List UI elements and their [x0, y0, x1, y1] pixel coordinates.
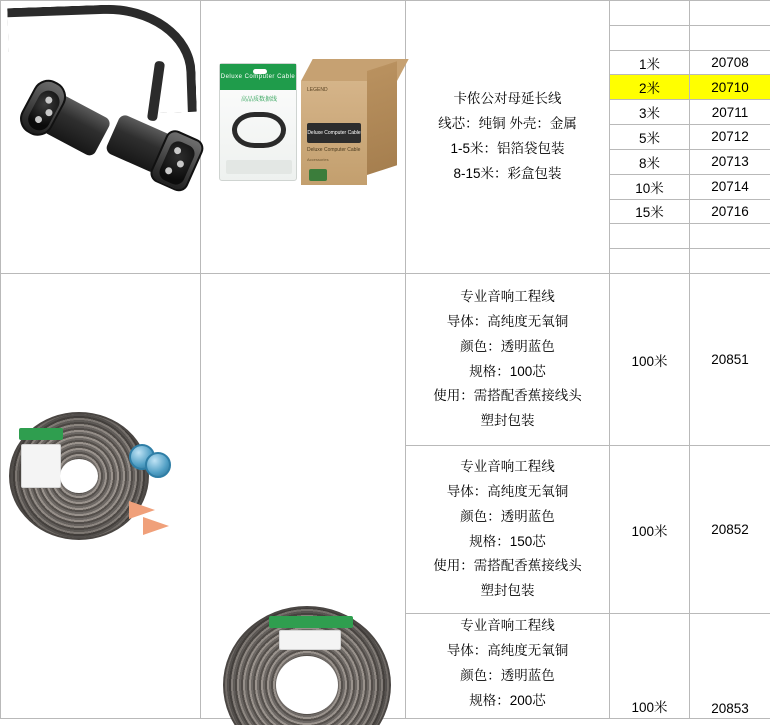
code-cell: 20852 — [690, 446, 770, 614]
carton-box-icon — [301, 59, 397, 185]
spec-line: 使用：需搭配香蕉接线头 — [433, 388, 582, 404]
product-spec-cell-speaker-100 — [406, 274, 610, 446]
spec-line: 颜色：透明蓝色 — [460, 667, 555, 683]
spec-line: 专业音响工程线 — [460, 288, 555, 304]
spec-line: 1-5米：铝箔袋包装 — [450, 141, 565, 156]
code-cell: 20853 — [690, 614, 770, 719]
product-spec-cell-xlr — [406, 1, 610, 274]
product-image-cell-xlr — [1, 1, 201, 274]
bag-brand-text: Deluxe Computer Cable — [220, 74, 296, 80]
length-cell — [610, 249, 690, 274]
spec-line: 导体：高纯度无氧铜 — [446, 483, 569, 499]
code-cell — [690, 25, 770, 50]
length-cell: 100米 — [610, 446, 690, 614]
spec-line: 导体：高纯度无氧铜 — [446, 642, 569, 658]
code-cell: 20710 — [690, 75, 770, 100]
spec-line: 专业音响工程线 — [460, 618, 555, 633]
code-cell: 20712 — [690, 125, 770, 150]
spec-line: 塑封包装 — [480, 413, 535, 429]
foil-bag-icon — [219, 63, 297, 181]
length-cell: 100米 — [610, 274, 690, 446]
cone-connector-icon — [129, 499, 181, 539]
spec-line: 规格：100芯 — [469, 363, 546, 379]
speaker-cable-spool-photo — [1, 274, 200, 718]
code-cell: 20714 — [690, 174, 770, 199]
length-cell: 3米 — [610, 100, 690, 125]
spec-line: 卡侬公对母延长线 — [453, 91, 562, 107]
banana-plug-icon — [129, 442, 175, 482]
carton-text-1: Deluxe Computer Cable — [307, 147, 361, 153]
spec-line: 塑封包装 — [480, 583, 535, 599]
length-cell: 15米 — [610, 199, 690, 224]
xlr-male-connector-icon — [101, 105, 209, 197]
carton-text-2: Accessories — [307, 157, 329, 162]
product-package-cell-xlr — [201, 1, 406, 274]
product-package-cell-speaker — [201, 274, 406, 719]
spec-line: 导体：高纯度无氧铜 — [446, 313, 569, 329]
length-cell: 2米 — [610, 75, 690, 100]
spec-line: 颜色：透明蓝色 — [460, 338, 555, 354]
code-cell: 20708 — [690, 50, 770, 75]
xlr-cable-photo — [1, 1, 201, 273]
length-cell: 8米 — [610, 149, 690, 174]
product-spec-cell-speaker-150 — [406, 446, 610, 614]
table-row — [1, 274, 770, 446]
length-cell — [610, 1, 690, 26]
bag-sub-text: 高品质数据线 — [240, 97, 277, 103]
length-cell: 10米 — [610, 174, 690, 199]
spec-line: 规格：150芯 — [469, 533, 546, 549]
carton-logo-text: LEGEND — [307, 87, 328, 93]
spec-line: 颜色：透明蓝色 — [460, 508, 555, 524]
code-cell: 20711 — [690, 100, 770, 125]
length-cell: 100米 — [610, 614, 690, 719]
spec-line: 8-15米：彩盒包装 — [453, 165, 562, 181]
spec-line: 使用：需搭配香蕉接线头 — [433, 558, 582, 574]
cable-spool-icon — [9, 412, 149, 540]
table-row — [1, 1, 770, 26]
code-cell: 20713 — [690, 149, 770, 174]
cable-spool-icon-large — [223, 606, 391, 725]
code-cell: 20851 — [690, 274, 770, 446]
code-cell: 20716 — [690, 199, 770, 224]
length-cell — [610, 224, 690, 249]
length-cell — [610, 25, 690, 50]
product-image-cell-speaker — [1, 274, 201, 719]
code-cell — [690, 249, 770, 274]
spec-line: 规格：200芯 — [469, 692, 546, 708]
product-spec-cell-speaker-200 — [406, 614, 610, 719]
length-cell: 1米 — [610, 50, 690, 75]
spec-line: 线芯：纯铜 外壳：金属 — [438, 116, 577, 132]
spec-line: 专业音响工程线 — [460, 458, 555, 474]
code-cell — [690, 224, 770, 249]
carton-brand-text: Deluxe Computer Cable — [307, 130, 361, 136]
code-cell — [690, 1, 770, 26]
xlr-package-photo — [201, 1, 406, 273]
length-cell: 5米 — [610, 125, 690, 150]
